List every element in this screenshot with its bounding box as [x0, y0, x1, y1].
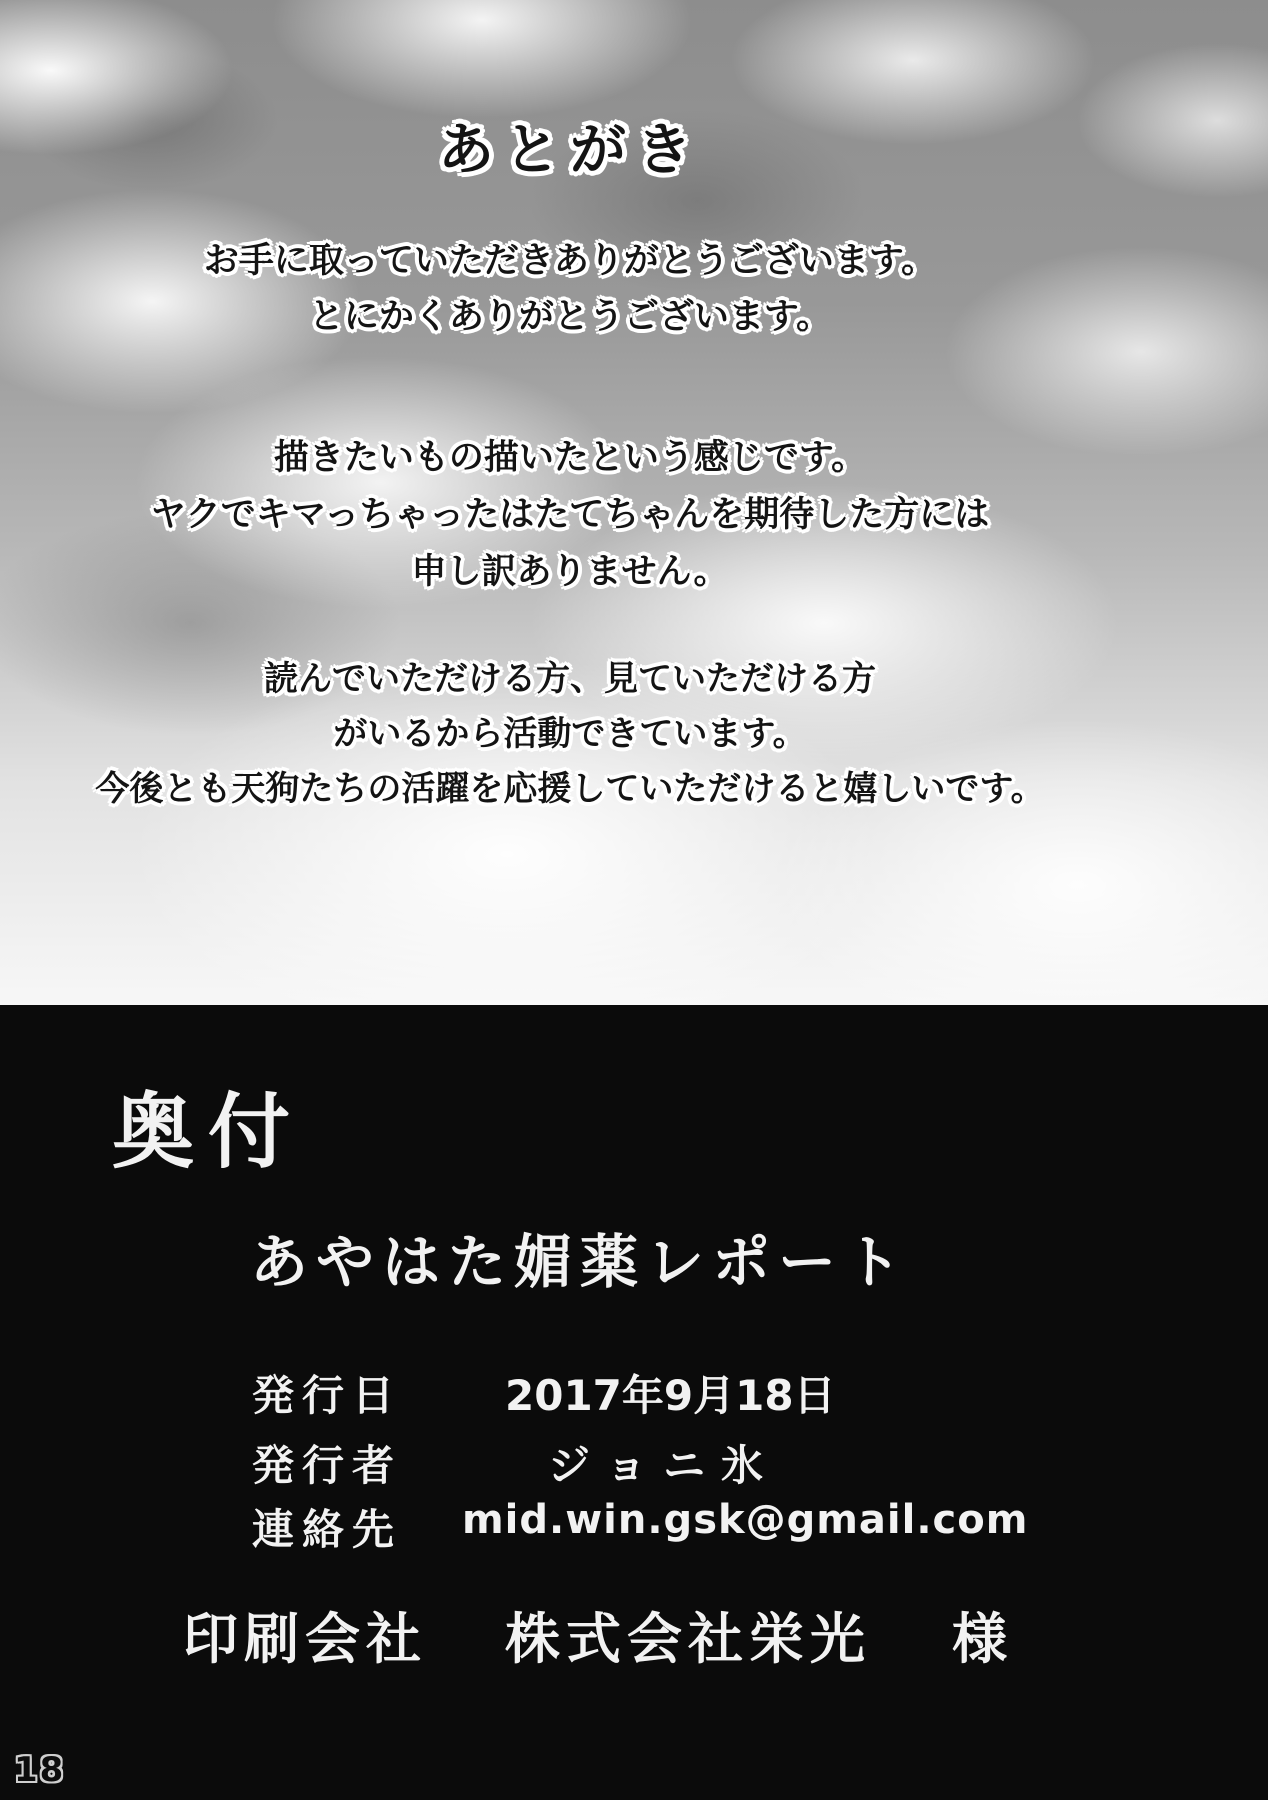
printer-name: 株式会社栄光: [505, 1607, 872, 1671]
field-label: 連絡先: [252, 1505, 403, 1554]
afterword-line: ヤクでキマっちゃったはたてちゃんを期待した方には: [150, 495, 990, 535]
afterword-line: 申し訳ありません。: [411, 552, 729, 592]
book-title: あやはた媚薬レポート: [249, 1228, 910, 1296]
afterword-line: 描きたいもの描いたという感じです。: [273, 438, 867, 478]
page-number: 18: [14, 1750, 66, 1790]
colophon-heading: 奥付: [112, 1085, 305, 1180]
colophon-section: [0, 1005, 1268, 1800]
field-value: ジョニ氷: [548, 1441, 780, 1490]
afterword-title: あとがき: [438, 117, 702, 183]
field-label: 発行日: [252, 1371, 403, 1420]
afterword-line: 今後とも天狗たちの活躍を応援していただけると嬉しいです。: [95, 769, 1045, 809]
afterword-line: がいるから活動できています。: [333, 714, 807, 754]
field-value: 2017年9月18日: [505, 1371, 836, 1420]
afterword-line: とにかくありがとうございます。: [308, 297, 832, 337]
field-value-email: mid.win.gsk@gmail.com: [462, 1497, 1029, 1543]
afterword-paragraph-support: [0, 652, 1140, 817]
afterword-paragraph-apology: [0, 430, 1140, 601]
afterword-line: お手に取っていただきありがとうございます。: [203, 241, 937, 281]
field-label: 発行者: [252, 1441, 403, 1490]
afterword-paragraph-thanks: [0, 233, 1140, 345]
afterword-line: 読んでいただける方、見ていただける方: [264, 659, 876, 699]
printer-honorific: 様: [952, 1607, 1008, 1671]
printer-label: 印刷会社: [183, 1607, 428, 1671]
